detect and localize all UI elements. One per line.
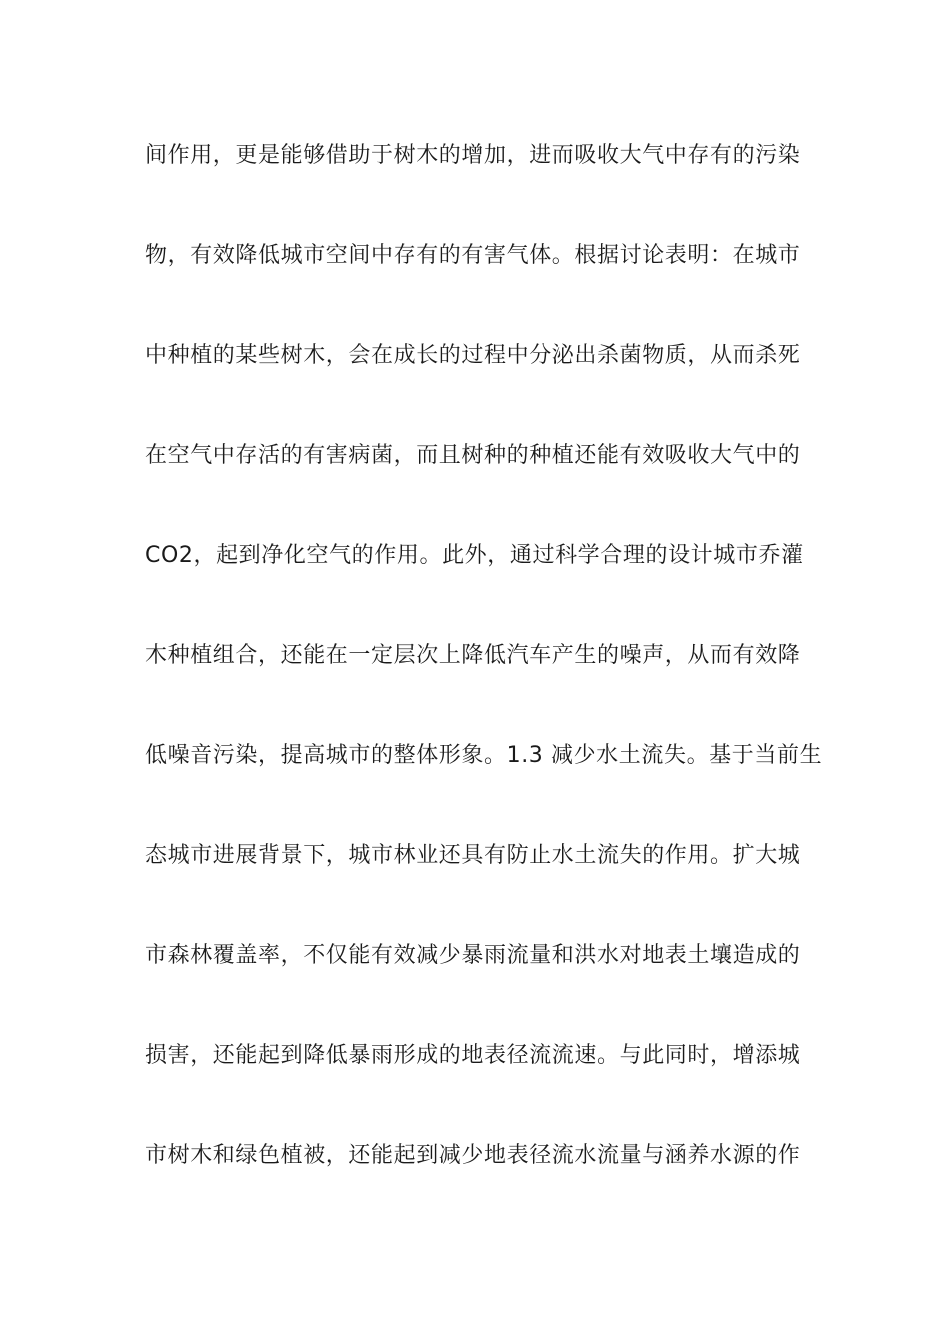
- text-line-1: 间作用，更是能够借助于树木的增加，进而吸收大气中存有的污染: [145, 143, 801, 168]
- text-line-8: 态城市进展背景下，城市林业还具有防止水土流失的作用。扩大城: [145, 843, 801, 868]
- text-line-7: 低噪音污染，提高城市的整体形象。1.3 减少水土流失。基于当前生: [145, 743, 823, 768]
- text-line-6: 木种植组合，还能在一定层次上降低汽车产生的噪声，从而有效降: [145, 643, 801, 668]
- text-line-3: 中种植的某些树木，会在成长的过程中分泌出杀菌物质，从而杀死: [145, 343, 801, 368]
- text-line-4: 在空气中存活的有害病菌，而且树种的种植还能有效吸收大气中的: [145, 443, 801, 468]
- text-line-9: 市森林覆盖率，不仅能有效减少暴雨流量和洪水对地表土壤造成的: [145, 943, 801, 968]
- text-line-2: 物，有效降低城市空间中存有的有害气体。根据讨论表明：在城市: [145, 243, 801, 268]
- text-line-5: CO2，起到净化空气的作用。此外，通过科学合理的设计城市乔灌: [145, 543, 804, 568]
- body-text: [145, 128, 823, 1228]
- text-line-10: 损害，还能起到降低暴雨形成的地表径流流速。与此同时，增添城: [145, 1043, 801, 1068]
- text-line-11: 市树木和绿色植被，还能起到减少地表径流水流量与涵养水源的作: [145, 1143, 801, 1168]
